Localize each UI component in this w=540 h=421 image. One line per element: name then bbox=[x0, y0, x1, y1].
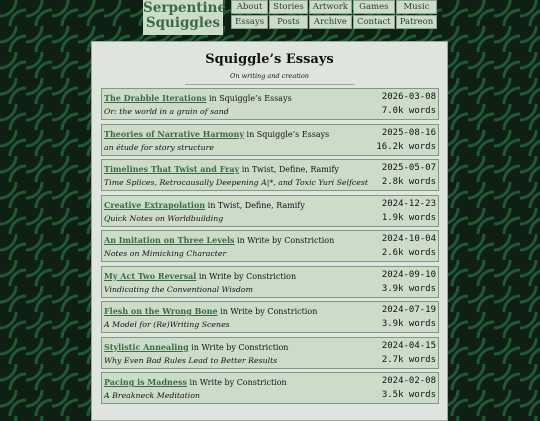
essay-title-link[interactable]: Theories of Narrative Harmony bbox=[104, 128, 244, 139]
essay-subtitle: Why Even Bad Rules Lead to Better Results bbox=[104, 355, 278, 365]
essay-subtitle: A Breakneck Meditation bbox=[104, 391, 200, 400]
essay-word-count: 2.8k words bbox=[381, 177, 436, 187]
essay-date: 2024-02-08 bbox=[381, 376, 436, 386]
essay-item bbox=[101, 124, 439, 156]
essay-title-link[interactable]: Creative Extrapolation bbox=[104, 199, 206, 210]
essay-item bbox=[101, 195, 439, 227]
nav-games[interactable]: Games bbox=[353, 0, 395, 14]
essay-subtitle: A Model for (Re)Writing Scenes bbox=[104, 320, 230, 329]
nav-patreon[interactable]: Patreon bbox=[396, 15, 438, 29]
essay-title-link[interactable]: Flesh on the Wrong Bone bbox=[104, 306, 218, 316]
essay-date: 2024-04-15 bbox=[381, 340, 436, 351]
essay-date: 2024-12-23 bbox=[381, 198, 436, 209]
site-logo[interactable] bbox=[143, 0, 227, 35]
essay-subtitle: Quick Notes on Worldbuilding bbox=[104, 213, 224, 223]
essay-word-count: 7.0k words bbox=[381, 106, 436, 116]
essay-date: 2024-07-19 bbox=[381, 305, 436, 315]
essay-title-link[interactable]: My Act Two Reversal bbox=[104, 270, 197, 281]
essay-date: 2024-09-10 bbox=[381, 269, 436, 280]
essay-series: in Write by Constriction bbox=[186, 378, 287, 387]
site-title-line2: Squiggles bbox=[145, 15, 221, 31]
nav-artwork[interactable]: Artwork bbox=[309, 0, 352, 14]
essay-word-count: 1.9k words bbox=[381, 212, 436, 223]
essay-series: in Write by Constriction bbox=[196, 271, 297, 281]
essay-series: in Squiggle’s Essays bbox=[206, 94, 292, 103]
essay-series: in Write by Constriction bbox=[234, 236, 335, 245]
site-header bbox=[143, 0, 437, 35]
essay-word-count: 3.9k words bbox=[381, 283, 436, 294]
essay-series: in Twist, Define, Ramify bbox=[239, 165, 339, 174]
essay-word-count: 3.5k words bbox=[381, 390, 436, 400]
essay-date: 2024-10-04 bbox=[381, 234, 436, 244]
essay-date: 2026-03-08 bbox=[381, 92, 436, 102]
essay-word-count: 3.9k words bbox=[381, 319, 436, 329]
essay-item bbox=[101, 337, 439, 369]
essay-item bbox=[101, 372, 439, 404]
essay-series: in Squiggle’s Essays bbox=[243, 129, 330, 139]
essay-item bbox=[101, 266, 439, 298]
main-nav bbox=[231, 0, 437, 35]
essay-item bbox=[101, 301, 439, 333]
nav-about[interactable]: About bbox=[231, 0, 268, 14]
essay-subtitle: Or: the world in a grain of sand bbox=[104, 107, 229, 116]
essay-title-link[interactable]: Timelines That Twist and Fray bbox=[104, 164, 240, 174]
essay-title-link[interactable]: The Drabble Iterations bbox=[104, 93, 207, 103]
essay-title-link[interactable]: An Imitation on Three Levels bbox=[104, 235, 235, 245]
essay-word-count: 2.7k words bbox=[381, 354, 436, 365]
essay-subtitle: Notes on Mimicking Character bbox=[104, 249, 227, 258]
page-title: Squiggle’s Essays bbox=[205, 52, 334, 67]
nav-contact[interactable]: Contact bbox=[353, 15, 395, 29]
essay-item bbox=[101, 159, 439, 191]
essay-date: 2025-05-07 bbox=[381, 163, 436, 173]
essay-date: 2025-08-16 bbox=[381, 127, 436, 138]
essay-item bbox=[101, 88, 439, 120]
essay-word-count: 2.6k words bbox=[381, 248, 436, 258]
essay-subtitle: an étude for story structure bbox=[104, 142, 214, 152]
essay-title-link[interactable]: Stylistic Annealing bbox=[104, 341, 189, 352]
nav-posts[interactable]: Posts bbox=[269, 15, 308, 29]
essay-series: in Write by Constriction bbox=[217, 307, 318, 316]
essay-title-link[interactable]: Pacing is Madness bbox=[104, 377, 187, 387]
nav-stories[interactable]: Stories bbox=[269, 0, 308, 14]
page-subtitle: On writing and creation bbox=[230, 72, 309, 80]
essay-item bbox=[101, 230, 439, 262]
essay-subtitle: Time Splices, Retrocausally Deepening A|*, and Toxic Yuri Selfcest bbox=[104, 178, 369, 187]
content-panel bbox=[91, 41, 448, 421]
essay-series: in Twist, Define, Ramify bbox=[205, 200, 305, 210]
site-title-line1: Serpentine bbox=[143, 0, 227, 16]
essay-list bbox=[101, 88, 439, 408]
essay-word-count: 16.2k words bbox=[376, 141, 436, 152]
divider bbox=[185, 84, 355, 85]
nav-essays[interactable]: Essays bbox=[231, 15, 268, 29]
nav-music[interactable]: Music bbox=[396, 0, 438, 14]
essay-series: in Write by Constriction bbox=[188, 342, 289, 352]
nav-archive[interactable]: Archive bbox=[309, 15, 352, 29]
essay-subtitle: Vindicating the Conventional Wisdom bbox=[104, 284, 254, 294]
